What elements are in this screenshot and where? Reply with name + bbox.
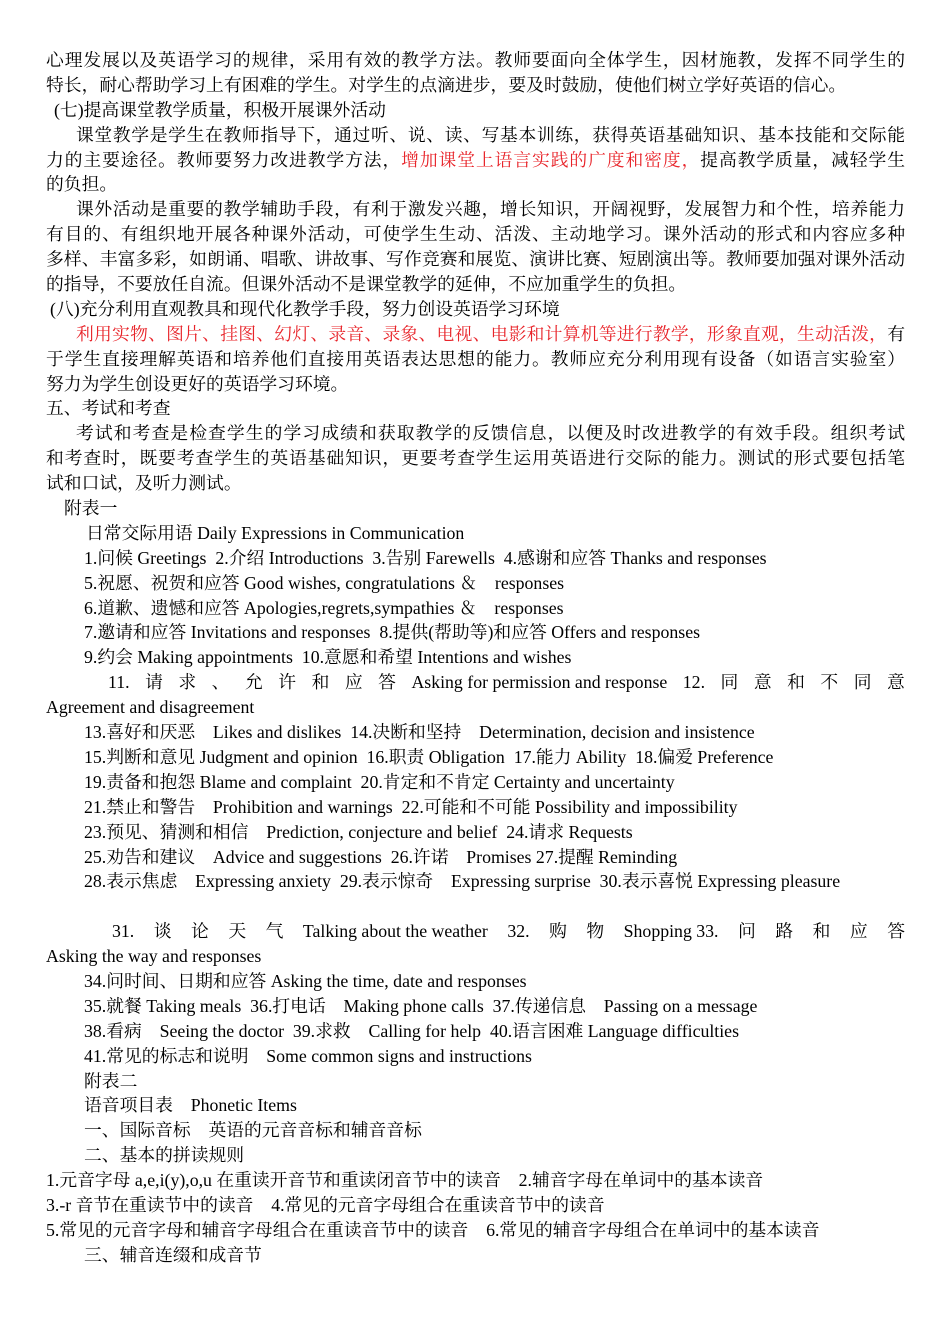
media-paragraph-line: 于学生直接理解英语和培养他们直接用英语表达思想的能力。教师应充分利用现有设备（如语言实验室） [46,348,905,369]
media-paragraph-line: 努力为学生创设更好的英语学习环境。 [46,373,349,394]
spread-token: 意 [753,672,772,693]
spread-token: 11. [108,672,130,693]
expression-list-line: 23.预见、猜测和相信 Prediction, conjecture and belief 24.请求 Requests [84,821,633,842]
spelling-rule-line: 3.-r 音节在重读节中的读音 4.常见的元音字母组合在重读音节中的读音 [46,1194,605,1215]
classroom-text: 提高教学质量，减轻学生 [700,149,905,170]
consonant-cluster-line [46,1268,905,1293]
spread-token: 和 [812,921,831,942]
expression-list-line: Asking the way and responses [46,946,262,967]
section-8-heading: (八)充分利用直观教具和现代化教学手段，努力创设英语学习环境 [50,298,560,319]
spread-token: 不 [820,672,839,693]
spread-token: 12. [682,672,706,693]
expression-list-line: 6.道歉、遗憾和应答 Apologies,regrets,sympathies ＆ responses [84,597,564,618]
spread-token: Talking about the weather [302,921,488,942]
expression-list-line: 7.邀请和应答 Invitations and responses 8.提供(帮助等)和应答 Offers and responses [84,622,701,643]
document-body [46,48,905,1293]
spread-token: 、 [211,672,230,693]
activities-paragraph-line: 课外活动是重要的教学辅助手段，有利于激发兴趣，增长知识，开阔视野，发展智力和个性，培养能力 [76,199,905,220]
expression-list-line: Agreement and disagreement [46,697,255,718]
expression-list-line: 13.喜好和厌恶 Likes and dislikes 14.决断和坚持 Determination, decision and insistence [84,722,755,743]
expression-list-line: 9.约会 Making appointments 10.意愿和希望 Intentions and wishes [84,647,572,668]
appendix-1-title: 日常交际用语 Daily Expressions in Communication [86,522,465,543]
classroom-paragraph-line: 课堂教学是学生在教师指导下，通过听、说、读、写基本训练，获得英语基础知识、基本技能和交际能 [76,124,905,145]
expression-list-line: 5.祝愿、祝贺和应答 Good wishes, congratulations ＆ responses [84,572,565,593]
media-highlight-text: 利用实物、图片、挂图、幻灯、录音、录象、电视、电影和计算机等进行教学，形象直观，生动活泼， [76,323,888,344]
appendix-1-label: 附表一 [64,498,118,519]
expression-list-line: 35.就餐 Taking meals 36.打电话 Making phone calls 37.传递信息 Passing on a message [84,995,758,1016]
phonetic-part-heading: 二、基本的拼读规则 [84,1145,245,1166]
expression-list-line: 15.判断和意见 Judgment and opinion 16.职责 Obligation 17.能力 Ability 18.偏爱 Preference [84,746,774,767]
spread-token: 32. [507,921,530,942]
media-paragraph-line [46,322,905,347]
spread-token: 答 [378,672,396,693]
spread-token: 和 [311,672,330,693]
expression-list-line: 28.表示焦虑 Expressing anxiety 29.表示惊奇 Expressing surprise 30.表示喜悦 Expressing pleasure [84,871,841,892]
spread-token: 31. [112,921,135,942]
spread-token: 求 [178,672,197,693]
spread-token: Asking for permission and response [411,672,668,693]
blank-line [46,894,905,919]
spread-token: 请 [145,672,163,693]
phonetic-part-heading: 一、国际音标 英语的元音音标和辅音音标 [84,1120,422,1141]
expression-list-line-justified [46,919,905,944]
phonetic-part-heading: 三、辅音连缀和成音节 [84,1244,262,1265]
expression-list-line-justified [46,670,905,695]
spread-token: 意 [887,672,905,693]
classroom-paragraph-line: 的负担。 [46,174,118,195]
activities-paragraph-line: 的指导，不要放任自流。但课外活动不是课堂教学的延伸，不应加重学生的负担。 [46,274,687,295]
spread-token: 答 [887,921,905,942]
spread-token: 谈 [153,921,172,942]
media-text: 有 [887,323,905,344]
expression-list-line: 41.常见的标志和说明 Some common signs and instructions [84,1045,532,1066]
spread-token: 应 [344,672,363,693]
activities-paragraph-line: 有目的、有组织地开展各种课外活动，可使学生生动、活泼、主动地学习。课外活动的形式和内容应多种 [46,224,905,245]
spread-token: 许 [278,672,297,693]
exam-paragraph-line: 考试和考查是检查学生的学习成绩和获取教学的反馈信息，以便及时改进教学的有效手段。组织考试 [76,423,905,444]
exam-paragraph-line: 试和口试，及听力测试。 [46,473,242,494]
appendix-2-label: 附表二 [84,1070,138,1091]
expression-list-line: 1.问候 Greetings 2.介绍 Introductions 3.告别 Farewells 4.感谢和应答 Thanks and responses [84,547,767,568]
intro-line: 特长，耐心帮助学习上有困难的学生。对学生的点滴进步，要及时鼓励，使他们树立学好英语的信心。 [46,74,847,95]
expression-list-line: 19.责备和抱怨 Blame and complaint 20.肯定和不肯定 Certainty and uncertainty [84,771,675,792]
spelling-rule-line: 5.常见的元音字母和辅音字母组合在重读音节中的读音 6.常见的辅音字母组合在单词中的基本读音 [46,1219,820,1240]
spread-token: 同 [853,672,872,693]
appendix-2-title: 语音项目表 Phonetic Items [84,1095,297,1116]
section-7-heading: (七)提高课堂教学质量，积极开展课外活动 [54,99,386,120]
spread-token: 允 [244,672,263,693]
spread-token: 物 [586,921,605,942]
spread-token: 论 [191,921,209,942]
spread-token: 应 [849,921,868,942]
spread-token: 问 [738,921,756,942]
spelling-rule-line: 1.元音字母 a,e,i(y),o,u 在重读开音节和重读闭音节中的读音 2.辅音字母在单词中的基本读音 [46,1170,764,1191]
expression-list-line: 25.劝告和建议 Advice and suggestions 26.许诺 Promises 27.提醒 Reminding [84,846,678,867]
spread-token: 购 [549,921,567,942]
activities-paragraph-line: 多样、丰富多彩，如朗诵、唱歌、讲故事、写作竞赛和展览、演讲比赛、短剧演出等。教师要加强对课外活动 [46,249,905,270]
spread-token: 天 [228,921,247,942]
spread-token: Shopping 33. [623,921,719,942]
expression-list-line: 21.禁止和警告 Prohibition and warnings 22.可能和不可能 Possibility and impossibility [84,796,738,817]
intro-line: 心理发展以及英语学习的规律，采用有效的教学方法。教师要面向全体学生，因材施教，发挥不同学生的 [46,50,905,70]
spread-token: 路 [775,921,794,942]
spread-token: 和 [787,672,805,693]
exam-paragraph-line: 和考查时，既要考查学生的英语基础知识，更要考查学生运用英语进行交际的能力。测试的形式要包括笔 [46,448,905,469]
expression-list-line: 38.看病 Seeing the doctor 39.求救 Calling for help 40.语言困难 Language difficulties [84,1020,739,1041]
spread-token: 同 [720,672,739,693]
classroom-text: 力的主要途径。教师要努力改进教学方法， [46,149,402,170]
classroom-highlight-text: 增加课堂上语言实践的广度和密度， [401,149,701,170]
spread-token: 气 [265,921,284,942]
classroom-paragraph-line [46,148,905,173]
expression-list-line: 34.问时间、日期和应答 Asking the time, date and responses [84,970,527,991]
section-5-heading: 五、考试和考查 [46,398,171,419]
